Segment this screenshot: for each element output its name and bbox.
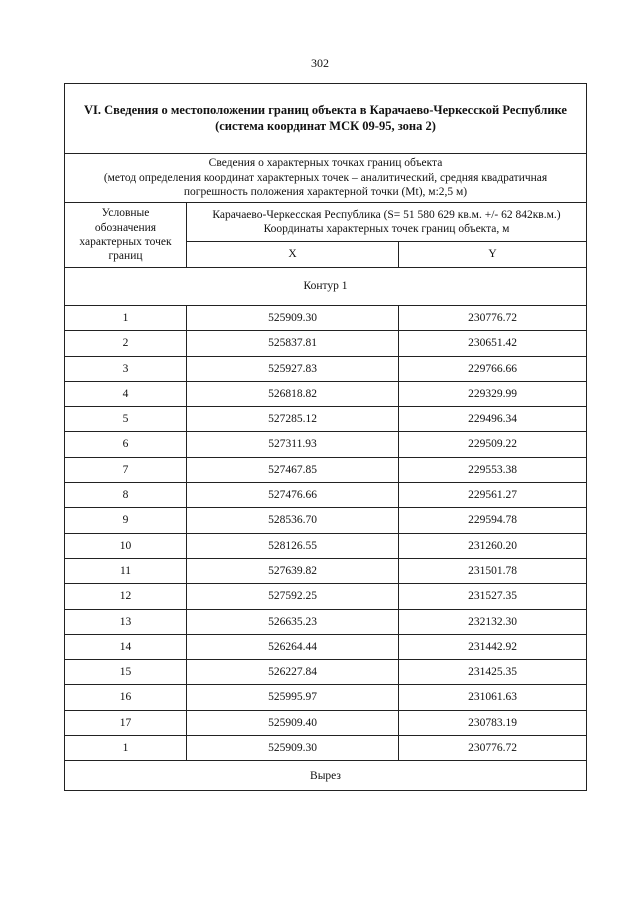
point-y: 229561.27: [399, 483, 587, 508]
point-y: 230783.19: [399, 710, 587, 735]
point-y: 231061.63: [399, 685, 587, 710]
table-row: [65, 533, 587, 558]
point-number: 1: [65, 306, 187, 331]
point-y: 230776.72: [399, 736, 587, 761]
point-x: 527592.25: [187, 584, 399, 609]
point-number: 6: [65, 432, 187, 457]
point-number: 7: [65, 457, 187, 482]
cutout-label: Вырез: [65, 761, 587, 791]
table-row: [65, 381, 587, 406]
designation-line3: характерных точек: [79, 236, 172, 248]
point-y: 231442.92: [399, 634, 587, 659]
table-row: [65, 432, 587, 457]
point-y: 231527.35: [399, 584, 587, 609]
method-line2: (метод определения координат характерных точек – аналитический, средняя квадратичная: [103, 171, 548, 184]
table-row: [65, 736, 587, 761]
point-number: 11: [65, 558, 187, 583]
point-number: 3: [65, 356, 187, 381]
col-y-header: Y: [399, 242, 587, 268]
section-title: [65, 84, 587, 154]
point-x: 526264.44: [187, 634, 399, 659]
point-number: 9: [65, 508, 187, 533]
point-x: 528126.55: [187, 533, 399, 558]
table-row: [65, 306, 587, 331]
point-x: 527285.12: [187, 407, 399, 432]
method-description: [65, 154, 587, 203]
table-row: [65, 457, 587, 482]
point-x: 528536.70: [187, 508, 399, 533]
region-header: [187, 203, 587, 242]
point-y: 231260.20: [399, 533, 587, 558]
point-number: 2: [65, 331, 187, 356]
point-number: 8: [65, 483, 187, 508]
table-row: [65, 331, 587, 356]
designation-line2: обозначения: [94, 221, 157, 234]
region-line2: Координаты характерных точек границ объекта, м: [263, 223, 510, 235]
point-y: 231425.35: [399, 660, 587, 685]
point-number: 17: [65, 710, 187, 735]
designation-line1: Условные: [101, 207, 150, 220]
point-number: 12: [65, 584, 187, 609]
table-row: [65, 558, 587, 583]
col-x-header: X: [187, 242, 399, 268]
table-row: [65, 508, 587, 533]
point-y: 229594.78: [399, 508, 587, 533]
table-row: [65, 407, 587, 432]
table-row: [65, 660, 587, 685]
point-x: 525995.97: [187, 685, 399, 710]
point-y: 229496.34: [399, 407, 587, 432]
point-x: 527467.85: [187, 457, 399, 482]
point-y: 229329.99: [399, 381, 587, 406]
contour-row: [65, 268, 587, 306]
point-x: 526635.23: [187, 609, 399, 634]
point-number: 13: [65, 609, 187, 634]
table-row: [65, 584, 587, 609]
point-x: 525909.40: [187, 710, 399, 735]
table-row: [65, 483, 587, 508]
cutout-row: [65, 761, 587, 791]
point-number: 16: [65, 685, 187, 710]
point-number: 4: [65, 381, 187, 406]
section-title-line1: VI. Сведения о местоположении границ объекта в Карачаево-Черкесской Республике: [84, 102, 567, 117]
point-y: 229766.66: [399, 356, 587, 381]
table-row: [65, 356, 587, 381]
table-row: [65, 710, 587, 735]
table-row: [65, 609, 587, 634]
point-x: 525909.30: [187, 306, 399, 331]
point-x: 525837.81: [187, 331, 399, 356]
point-number: 14: [65, 634, 187, 659]
point-y: 230776.72: [399, 306, 587, 331]
point-number: 15: [65, 660, 187, 685]
point-x: 527639.82: [187, 558, 399, 583]
point-number: 1: [65, 736, 187, 761]
section-title-line2: (система координат МСК 09-95, зона 2): [215, 118, 436, 133]
designation-header: [65, 203, 187, 268]
designation-line4: границ: [108, 250, 143, 263]
page-number: 302: [311, 56, 329, 70]
contour-label: Контур 1: [65, 268, 587, 306]
point-x: 525927.83: [187, 356, 399, 381]
point-y: 229553.38: [399, 457, 587, 482]
header-row: [65, 203, 587, 242]
section-title-row: [65, 84, 587, 154]
point-x: 527476.66: [187, 483, 399, 508]
coordinates-table: [64, 83, 587, 791]
method-line3: погрешность положения характерной точки (Mt), м:2,5 м): [183, 186, 468, 199]
point-y: 232132.30: [399, 609, 587, 634]
point-y: 229509.22: [399, 432, 587, 457]
point-y: 230651.42: [399, 331, 587, 356]
point-x: 527311.93: [187, 432, 399, 457]
point-x: 526818.82: [187, 381, 399, 406]
point-number: 5: [65, 407, 187, 432]
table-row: [65, 685, 587, 710]
point-y: 231501.78: [399, 558, 587, 583]
table-row: [65, 634, 587, 659]
method-line1: Сведения о характерных точках границ объекта: [208, 157, 443, 170]
region-line1: Карачаево-Черкесская Республика (S= 51 580 629 кв.м. +/- 62 842кв.м.): [212, 208, 561, 221]
method-row: [65, 154, 587, 203]
point-x: 526227.84: [187, 660, 399, 685]
point-number: 10: [65, 533, 187, 558]
point-x: 525909.30: [187, 736, 399, 761]
